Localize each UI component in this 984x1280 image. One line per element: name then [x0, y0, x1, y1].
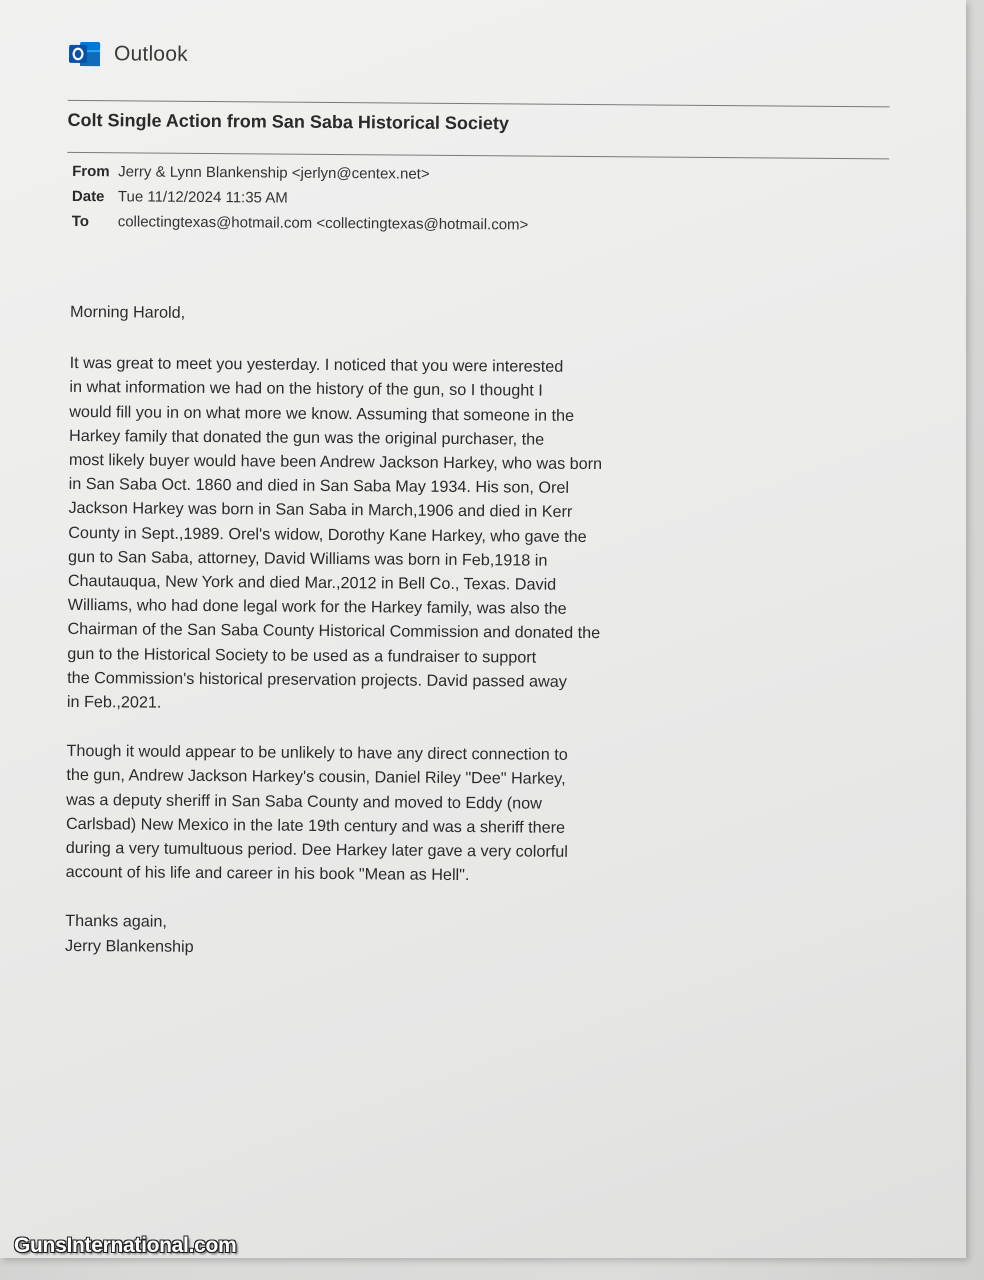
body-line: would fill you in on what more we know. Assuming that someone in the	[69, 402, 575, 425]
body-line: most likely buyer would have been Andrew Jackson Harkey, who was born	[68, 450, 603, 474]
greeting: Morning Harold,	[69, 302, 186, 322]
body-line: It was great to meet you yesterday. I noticed that you were interested	[69, 354, 564, 377]
signature: Jerry Blankenship	[64, 936, 194, 956]
email-body	[65, 300, 680, 963]
body-line: Jackson Harkey was born in San Saba in March,1906 and died in Kerr	[68, 499, 573, 522]
body-line: Carlsbad) New Mexico in the late 19th century and was a sheriff there	[65, 814, 566, 837]
outlook-logo-icon	[68, 38, 102, 70]
email-headers	[72, 163, 529, 242]
to-label: To	[71, 212, 90, 231]
paragraph-2	[66, 739, 677, 889]
from-label: From	[72, 162, 110, 181]
watermark: GunsInternational.com	[14, 1234, 237, 1257]
body-line: was a deputy sheriff in San Saba County and moved to Eddy (now	[66, 790, 542, 813]
body-line: in what information we had on the history of the gun, so I thought I	[69, 378, 543, 401]
body-line: account of his life and career in his book "Mean as Hell".	[65, 863, 470, 885]
app-header	[68, 38, 188, 71]
body-line: in San Saba Oct. 1860 and died in San Saba May 1934. His son, Orel	[68, 475, 570, 498]
divider	[67, 152, 889, 159]
body-line: gun to the Historical Society to be used as a fundraiser to support	[67, 644, 537, 667]
body-line: Chautauqua, New York and died Mar.,2012 in Bell Co., Texas. David	[67, 571, 557, 594]
body-line: the Commission's historical preservation projects. David passed away	[67, 668, 567, 691]
body-line: Though it would appear to be unlikely to have any direct connection to	[66, 742, 568, 765]
body-line: the gun, Andrew Jackson Harkey's cousin, Daniel Riley "Dee" Harkey,	[66, 766, 566, 789]
date-value: Tue 11/12/2024 11:35 AM	[117, 188, 288, 207]
body-line: Williams, who had done legal work for the Harkey family, was also the	[67, 596, 567, 619]
app-name: Outlook	[113, 42, 188, 66]
body-line: Chairman of the San Saba County Historical Commission and donated the	[67, 620, 601, 643]
body-line: in Feb.,2021.	[66, 692, 162, 712]
date-row	[72, 188, 529, 217]
body-line: County in Sept.,1989. Orel's widow, Dorothy Kane Harkey, who gave the	[68, 523, 587, 546]
divider	[68, 100, 890, 107]
to-row	[72, 213, 529, 242]
closing: Thanks again,	[65, 912, 167, 932]
paragraph-1	[67, 351, 680, 719]
to-value: collectingtexas@hotmail.com <collectingtexas@hotmail.com>	[117, 213, 529, 234]
body-line: gun to San Saba, attorney, David Williams was born in Feb,1918 in	[68, 547, 548, 570]
email-subject: Colt Single Action from San Saba Historical Society	[67, 109, 510, 134]
from-row	[72, 163, 529, 192]
body-line: Harkey family that donated the gun was the original purchaser, the	[68, 426, 545, 449]
date-label: Date	[71, 187, 105, 206]
body-line: during a very tumultuous period. Dee Harkey later gave a very colorful	[65, 838, 568, 861]
from-value: Jerry & Lynn Blankenship <jerlyn@centex.net>	[118, 163, 430, 183]
